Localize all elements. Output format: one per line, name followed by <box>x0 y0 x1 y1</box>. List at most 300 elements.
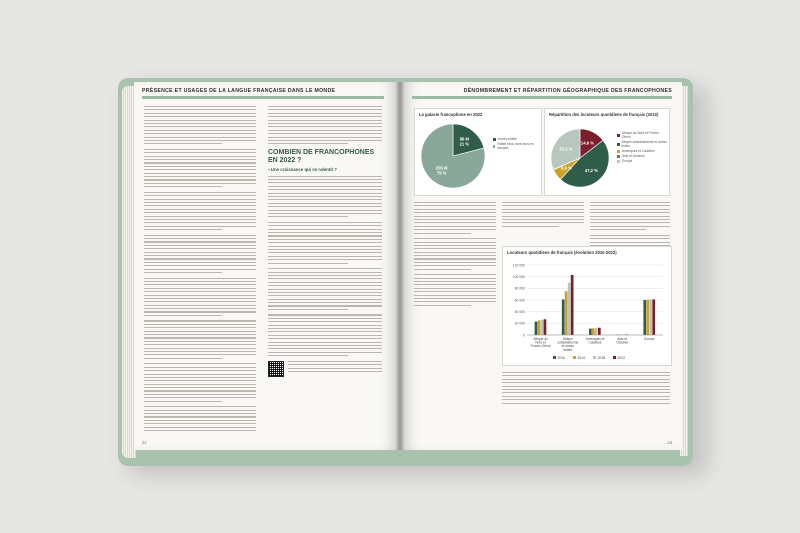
legend-item <box>617 149 667 153</box>
text-line <box>502 205 584 206</box>
text-line <box>268 309 348 310</box>
text-line <box>144 258 256 259</box>
text-line <box>144 133 256 134</box>
text-line <box>590 226 670 227</box>
text-line <box>144 140 256 141</box>
pie2-title: Répartition des locuteurs quotidiens de français (2022) <box>549 112 659 117</box>
subsection-title: ▪ Une croissance qui se ralentit ? <box>268 166 337 172</box>
text-line <box>414 216 496 217</box>
text-line <box>268 318 382 319</box>
text-line <box>590 219 670 220</box>
text-line <box>502 226 559 227</box>
left-column-1 <box>144 106 256 433</box>
text-line <box>414 219 496 220</box>
text-line <box>144 212 256 213</box>
text-line <box>288 368 382 369</box>
text-line <box>144 337 256 338</box>
text-line <box>268 352 382 353</box>
text-line <box>144 245 256 246</box>
bar-chart-evolution <box>502 246 672 366</box>
legend-label: Afrique du Nord et Proche-Orient <box>621 131 660 139</box>
text-line <box>268 143 348 144</box>
text-line <box>268 292 382 293</box>
text-line <box>502 219 584 220</box>
legend-item <box>617 154 667 158</box>
text-line <box>144 216 256 217</box>
bar <box>571 275 574 335</box>
right-header-band <box>412 96 672 99</box>
bar <box>592 328 595 335</box>
pie-slice-label: 31,5 % <box>559 146 573 152</box>
legend-item <box>617 140 667 148</box>
pie-chart-repartition <box>544 108 670 196</box>
text-line <box>268 285 382 286</box>
legend-label: 2018 <box>597 355 606 360</box>
text-line <box>268 256 382 257</box>
text-line <box>144 351 256 352</box>
text-line <box>268 328 382 329</box>
bar <box>535 322 538 335</box>
text-line <box>144 374 256 375</box>
text-line <box>268 355 348 356</box>
text-line <box>144 367 256 368</box>
text-line <box>268 182 382 183</box>
qr-code <box>268 361 284 377</box>
pie1-title: La galaxie francophone en 2022 <box>419 112 483 117</box>
text-line <box>144 324 256 325</box>
text-line <box>268 189 382 190</box>
text-line <box>144 358 222 359</box>
text-line <box>144 311 256 312</box>
bar <box>538 320 541 335</box>
text-line <box>144 331 256 332</box>
text-line <box>590 202 670 203</box>
bar <box>652 299 655 335</box>
text-line <box>144 152 256 153</box>
text-line <box>268 302 382 303</box>
text-line <box>144 406 256 407</box>
left-page <box>134 82 400 450</box>
legend-item <box>617 159 667 163</box>
text-line <box>144 166 256 167</box>
legend-label: Europe <box>622 159 633 163</box>
text-line <box>144 390 256 391</box>
legend-label: Autre planète <box>498 137 517 141</box>
text-line <box>268 225 382 226</box>
text-line <box>502 372 670 373</box>
legend-label: Asie et Océanie <box>622 154 645 158</box>
text-line <box>144 255 256 256</box>
text-line <box>144 262 256 263</box>
text-line <box>414 284 496 285</box>
text-line <box>414 233 471 234</box>
text-line <box>268 272 382 273</box>
text-line <box>414 248 496 249</box>
text-line <box>268 314 382 315</box>
text-line <box>414 269 471 270</box>
text-line <box>144 308 256 309</box>
pie-slice-label: 88 M <box>459 136 470 142</box>
text-line <box>144 416 256 417</box>
text-line <box>268 126 382 127</box>
text-line <box>144 354 256 355</box>
text-line <box>288 361 382 362</box>
text-line <box>590 212 670 213</box>
text-line <box>268 109 382 110</box>
text-line <box>144 348 256 349</box>
right-column-1 <box>414 202 496 310</box>
text-line <box>144 272 222 273</box>
y-tick-label: 100 000 <box>512 274 525 279</box>
text-line <box>502 392 670 393</box>
text-line <box>268 348 382 349</box>
text-line <box>502 202 584 203</box>
text-line <box>144 269 256 270</box>
text-line <box>268 268 382 269</box>
text-line <box>144 394 256 395</box>
legend-swatch <box>613 356 616 359</box>
pie1-svg <box>419 122 489 192</box>
text-line <box>414 252 496 253</box>
text-line <box>414 291 496 292</box>
text-line <box>144 252 256 253</box>
left-page-number: 22 <box>142 440 147 445</box>
text-line <box>414 222 496 223</box>
text-line <box>414 238 496 239</box>
left-running-head: PRÉSENCE ET USAGES DE LA LANGUE FRANÇAISE DANS LE MONDE <box>142 88 336 94</box>
legend-label: 2010 <box>557 355 566 360</box>
section-title-line2: EN 2022 ? <box>268 156 302 164</box>
text-line <box>144 143 222 144</box>
x-tick-label: Afrique subsaharienne et océan Indien <box>557 337 579 352</box>
legend-swatch <box>493 138 496 141</box>
legend-item <box>617 131 667 139</box>
text-line <box>144 410 256 411</box>
text-line <box>144 116 256 117</box>
text-line <box>144 420 256 421</box>
text-line <box>268 246 382 247</box>
text-line <box>502 212 584 213</box>
text-line <box>144 265 256 266</box>
legend-swatch <box>553 356 556 359</box>
legend-label: Amériques et Caraïbes <box>622 149 655 153</box>
text-line <box>144 401 222 402</box>
text-line <box>268 321 382 322</box>
bar <box>589 329 592 335</box>
section-title-line1: COMBIEN DE FRANCOPHONES <box>268 148 375 156</box>
text-line <box>144 344 256 345</box>
text-line <box>144 173 256 174</box>
y-tick-label: 80 000 <box>514 286 525 291</box>
x-tick-label: Afrique du Nord et Proche-Orient <box>530 337 551 349</box>
text-line <box>144 183 256 184</box>
text-line <box>288 371 382 372</box>
y-tick-label: 20 000 <box>514 321 525 326</box>
pie-chart-galaxie <box>414 108 542 196</box>
text-line <box>268 199 382 200</box>
text-line <box>144 284 256 285</box>
text-line <box>414 229 496 230</box>
text-line <box>268 331 382 332</box>
pie-slice-label: 79 % <box>436 170 447 176</box>
text-line <box>144 298 256 299</box>
text-line <box>144 295 256 296</box>
text-line <box>144 363 256 364</box>
text-line <box>268 140 382 141</box>
text-line <box>268 235 382 236</box>
legend-item <box>493 137 537 141</box>
legend-item <box>493 142 537 150</box>
text-line <box>268 275 382 276</box>
text-line <box>268 335 382 336</box>
text-line <box>414 258 496 259</box>
legend-swatch <box>617 150 620 153</box>
text-line <box>144 176 256 177</box>
pie1-legend <box>493 137 537 151</box>
text-line <box>414 274 496 275</box>
left-column-2 <box>268 106 382 377</box>
text-line <box>268 133 382 134</box>
x-tick-label: Amériques et Caraïbes <box>585 337 605 345</box>
text-line <box>144 106 256 107</box>
y-tick-label: 0 <box>523 333 525 338</box>
legend-label: 2022 <box>617 355 626 360</box>
text-line <box>268 113 382 114</box>
text-line <box>268 186 382 187</box>
legend-swatch <box>593 356 596 359</box>
pie2-svg <box>549 127 613 191</box>
text-line <box>144 380 256 381</box>
text-line <box>144 109 256 110</box>
text-line <box>144 315 222 316</box>
legend-swatch <box>617 160 620 163</box>
text-line <box>268 342 382 343</box>
bar <box>598 328 601 335</box>
text-line <box>268 305 382 306</box>
text-line <box>268 213 382 214</box>
text-line <box>268 282 382 283</box>
text-line <box>144 377 256 378</box>
text-line <box>268 206 382 207</box>
text-line <box>268 123 382 124</box>
text-line <box>268 179 382 180</box>
text-line <box>144 137 256 138</box>
text-line <box>268 259 382 260</box>
left-header-band <box>142 96 384 99</box>
text-line <box>268 203 382 204</box>
book-gutter <box>396 82 404 450</box>
text-line <box>502 396 670 397</box>
bar-chart-title: Locuteurs quotidiens de français (évolution 2010-2022) <box>507 250 617 255</box>
legend-label: Faible et/ou vivre avec en français <box>497 142 534 150</box>
text-line <box>590 222 670 223</box>
text-line <box>502 375 670 376</box>
pie-slice-label: 255 M <box>435 165 448 171</box>
text-line <box>144 301 256 302</box>
text-line <box>414 212 496 213</box>
text-line <box>268 120 382 121</box>
text-line <box>288 364 382 365</box>
text-line <box>268 239 382 240</box>
text-line <box>144 248 256 249</box>
text-line <box>268 242 382 243</box>
text-line <box>414 305 471 306</box>
text-line <box>502 389 670 390</box>
y-tick-label: 120 000 <box>512 263 525 268</box>
text-line <box>144 278 256 279</box>
bar <box>541 320 544 335</box>
right-page <box>400 82 682 450</box>
text-line <box>144 397 256 398</box>
text-line <box>144 149 256 150</box>
text-line <box>414 226 496 227</box>
text-line <box>144 413 256 414</box>
text-line <box>268 263 348 264</box>
text-line <box>144 229 222 230</box>
text-line <box>502 382 670 383</box>
text-line <box>144 195 256 196</box>
bar <box>568 283 571 336</box>
text-line <box>590 205 670 206</box>
bar <box>649 299 652 335</box>
text-line <box>414 245 496 246</box>
text-line <box>414 205 496 206</box>
pie-slice-label: 6,6 % <box>561 165 572 171</box>
text-line <box>414 202 496 203</box>
text-line <box>144 291 256 292</box>
text-line <box>144 205 256 206</box>
text-line <box>590 242 670 243</box>
text-line <box>502 222 584 223</box>
text-line <box>414 295 496 296</box>
text-line <box>144 226 256 227</box>
text-line <box>590 235 670 236</box>
text-line <box>144 222 256 223</box>
text-line <box>268 116 382 117</box>
text-line <box>268 176 382 177</box>
text-line <box>144 288 256 289</box>
text-line <box>144 235 256 236</box>
bar <box>646 300 649 335</box>
text-line <box>144 238 256 239</box>
text-line <box>268 249 382 250</box>
legend-label: 2014 <box>577 355 586 360</box>
legend-label: Afrique subsaharienne et océan Indien <box>621 140 667 148</box>
text-line <box>144 430 256 431</box>
text-line <box>268 196 382 197</box>
text-line <box>268 252 382 253</box>
bar-chart-svg <box>503 259 669 363</box>
text-line <box>590 238 670 239</box>
text-line <box>144 130 256 131</box>
pie2-legend <box>617 131 667 164</box>
text-line <box>268 345 382 346</box>
bar <box>595 328 598 335</box>
text-line <box>144 199 256 200</box>
right-running-head: DÉNOMBREMENT ET RÉPARTITION GÉOGRAPHIQUE DES FRANCOPHONES <box>463 88 672 94</box>
text-line <box>268 216 348 217</box>
x-tick-label: Europe <box>644 337 655 341</box>
bar <box>643 300 646 335</box>
text-line <box>144 281 256 282</box>
x-tick-label: Asie et Océanie <box>616 337 629 345</box>
legend-swatch <box>617 143 620 146</box>
text-line <box>144 162 256 163</box>
text-line <box>590 216 670 217</box>
text-line <box>502 209 584 210</box>
text-line <box>144 327 256 328</box>
pie-slice-label: 47,2 % <box>584 167 598 173</box>
text-line <box>502 216 584 217</box>
text-line <box>144 126 256 127</box>
text-line <box>414 262 496 263</box>
pie-slice-label: 21 % <box>459 141 470 147</box>
text-line <box>414 255 496 256</box>
text-line <box>144 387 256 388</box>
y-tick-label: 40 000 <box>514 309 525 314</box>
text-line <box>414 288 496 289</box>
legend-swatch <box>573 356 576 359</box>
text-line <box>414 209 496 210</box>
text-line <box>144 120 256 121</box>
text-line <box>144 156 256 157</box>
text-line <box>268 295 382 296</box>
text-line <box>414 265 496 266</box>
text-line <box>144 341 256 342</box>
text-line <box>414 242 496 243</box>
text-line <box>502 399 670 400</box>
legend-swatch <box>617 155 620 158</box>
text-line <box>268 193 382 194</box>
text-line <box>144 219 256 220</box>
text-line <box>144 159 256 160</box>
bar <box>544 319 547 335</box>
text-line <box>268 210 382 211</box>
text-line <box>144 169 256 170</box>
text-line <box>502 386 670 387</box>
text-line <box>144 370 256 371</box>
text-line <box>144 179 256 180</box>
text-line <box>144 384 256 385</box>
right-page-number: 23 <box>667 440 672 445</box>
text-line <box>502 403 670 404</box>
text-line <box>502 379 670 380</box>
text-line <box>414 281 496 282</box>
text-line <box>144 320 256 321</box>
text-line <box>268 338 382 339</box>
text-line <box>144 334 256 335</box>
text-line <box>268 137 382 138</box>
text-line <box>144 202 256 203</box>
text-line <box>144 305 256 306</box>
text-line <box>144 241 256 242</box>
text-line <box>414 301 496 302</box>
legend-swatch <box>493 145 495 148</box>
text-line <box>144 123 256 124</box>
text-line <box>268 232 382 233</box>
bar <box>562 299 565 335</box>
text-line <box>414 278 496 279</box>
text-line <box>268 299 382 300</box>
text-line <box>144 427 256 428</box>
y-tick-label: 60 000 <box>514 298 525 303</box>
bar <box>565 291 568 335</box>
right-footnotes <box>502 372 670 406</box>
right-column-2 <box>502 202 584 231</box>
text-line <box>590 229 646 230</box>
text-line <box>144 423 256 424</box>
text-line <box>144 113 256 114</box>
